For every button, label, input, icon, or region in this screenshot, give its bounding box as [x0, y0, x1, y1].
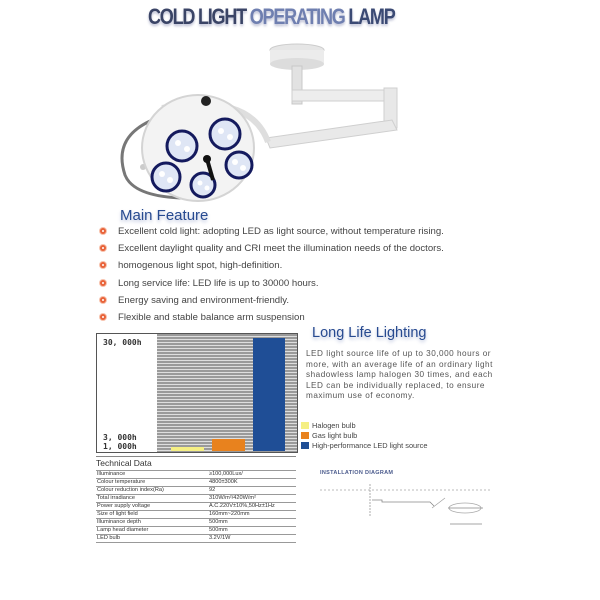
installation-diagram: [320, 470, 495, 550]
feature-text: Flexible and stable balance arm suspension: [118, 311, 305, 323]
legend-item-led: [301, 440, 427, 450]
y-tick-1000: 1, 000h: [103, 442, 137, 451]
feature-item: [98, 226, 444, 243]
table-row: [96, 487, 296, 495]
feature-item: [98, 260, 444, 277]
bullet-dot-icon: [100, 245, 106, 251]
table-row: [96, 519, 296, 527]
bullet-dot-icon: [100, 297, 106, 303]
spec-value: 310W/m²/420W/m²: [208, 495, 296, 503]
spec-value: 92: [208, 487, 296, 495]
legend-item-gas: [301, 430, 427, 440]
spec-value: 500mm: [208, 527, 296, 535]
table-row: [96, 503, 296, 511]
title-part-2: OPERATING: [249, 4, 349, 29]
feature-list: [98, 226, 444, 329]
feature-item: [98, 295, 444, 312]
swatch-icon: [301, 432, 309, 439]
bullet-dot-icon: [100, 314, 106, 320]
chart-legend: [301, 420, 427, 450]
feature-item: [98, 243, 444, 260]
legend-label: Gas light bulb: [312, 430, 358, 440]
spec-value: 4800±300K: [208, 479, 296, 487]
spec-label: Power supply voltage: [96, 503, 208, 511]
feature-item: [98, 278, 444, 295]
spec-label: Illuminance: [96, 471, 208, 479]
spec-label: Lamp head diameter: [96, 527, 208, 535]
legend-label: Halogen bulb: [312, 420, 356, 430]
table-row: [96, 511, 296, 519]
spec-label: Colour reduction index(Ra): [96, 487, 208, 495]
table-row: [96, 495, 296, 503]
swatch-icon: [301, 422, 309, 429]
feature-text: Excellent daylight quality and CRI meet the illumination needs of the doctors.: [118, 243, 444, 255]
chart-plot-area: [157, 334, 297, 452]
y-tick-3000: 3, 000h: [103, 433, 137, 442]
legend-label: High-performance LED light source: [312, 440, 428, 450]
table-row: [96, 527, 296, 535]
feature-text: Energy saving and environment-friendly.: [118, 294, 290, 306]
technical-data-table: [96, 456, 296, 543]
bar-gas: [212, 439, 245, 451]
spec-value: 3.2V/1W: [208, 535, 296, 543]
bar-halogen: [171, 447, 204, 451]
spec-label: Illuminance depth: [96, 519, 208, 527]
feature-text: Long service life: LED life is up to 30000 hours.: [118, 277, 319, 289]
technical-data-heading: Technical Data: [96, 456, 296, 470]
spec-label: Size of light field: [96, 511, 208, 519]
spec-value: ≥100,000Lux/: [208, 471, 296, 479]
table-row: [96, 535, 296, 543]
bullet-dot-icon: [100, 228, 106, 234]
title-part-3: LAMP: [348, 4, 395, 29]
bullet-dot-icon: [100, 280, 106, 286]
legend-item-halogen: [301, 420, 427, 430]
y-tick-30000: 30, 000h: [103, 338, 142, 347]
lifespan-bar-chart: [96, 333, 298, 453]
swatch-icon: [301, 442, 309, 449]
page-title: [148, 4, 395, 30]
spec-value: 160mm~220mm: [208, 511, 296, 519]
main-feature-heading: Main Feature: [120, 207, 209, 224]
long-life-heading: Long Life Lighting: [312, 325, 427, 341]
operating-lamp-image: [100, 30, 420, 210]
table-row: [96, 479, 296, 487]
spec-label: Colour temperature: [96, 479, 208, 487]
long-life-text: LED light source life of up to 30,000 hours or more, with an average life of an ordinary light shadowless lamp halogen 30 times, and each LED can be individually replaced, to ensure maximum use of economy.: [306, 349, 493, 401]
feature-text: Excellent cold light: adopting LED as light source, without temperature rising.: [118, 226, 444, 237]
spec-label: Total irradiance: [96, 495, 208, 503]
spec-value: A.C.220V±10%,50Hz±1Hz: [208, 503, 296, 511]
title-part-1: COLD LIGHT: [148, 4, 250, 29]
feature-text: homogenous light spot, high-definition.: [118, 260, 283, 272]
installation-heading: INSTALLATION DIAGRAM: [320, 470, 394, 476]
bullet-dot-icon: [100, 262, 106, 268]
spec-label: LED bulb: [96, 535, 208, 543]
bar-led: [253, 338, 285, 451]
spec-value: 500mm: [208, 519, 296, 527]
installation-drawing: [320, 476, 495, 546]
table-row: [96, 471, 296, 479]
